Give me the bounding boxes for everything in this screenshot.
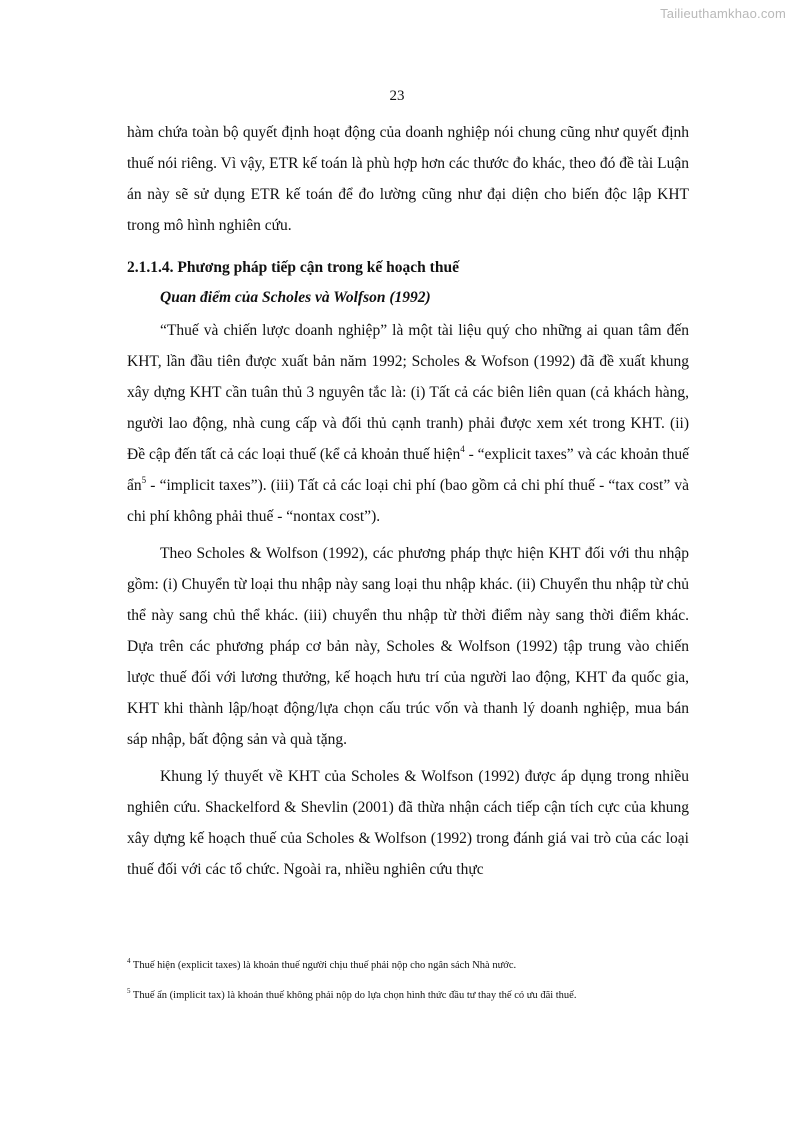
paragraph-text: - “implicit taxes”). (iii) Tất cả các loại chi phí (bao gồm cả chi phí thuế - “tax cost” và chi phí không phải thuế - “nontax cost”). xyxy=(127,477,689,525)
paragraph-text: - “explicit taxes” và các khoản thuế ẩn xyxy=(127,446,689,494)
footnote-4 xyxy=(127,958,689,974)
footnote-ref-4[interactable]: 4 xyxy=(460,443,465,454)
footnote-text: Thuế ẩn (implicit tax) là khoản thuế không phải nộp do lựa chọn hình thức đầu tư thay thế có ưu đãi thuế. xyxy=(130,990,577,1001)
section-heading: 2.1.1.4. Phương pháp tiếp cận trong kế hoạch thuế xyxy=(127,259,459,276)
paragraph-intro: hàm chứa toàn bộ quyết định hoạt động của doanh nghiệp nói chung cũng như quyết định thuế nói riêng. Vì vậy, ETR kế toán là phù hợp hơn các thước đo khác, theo đó đề tài Luận án này sẽ sử dụng ETR kế toán để đo lường cũng như đại diện cho biến độc lập KHT trong mô hình nghiên cứu. xyxy=(127,124,689,234)
footnote-text: Thuế hiện (explicit taxes) là khoản thuế người chịu thuế phải nộp cho ngân sách Nhà nước. xyxy=(130,960,517,971)
paragraph-text: “Thuế và chiến lược doanh nghiệp” là một tài liệu quý cho những ai quan tâm đến KHT, lần đầu tiên được xuất bản năm 1992; Scholes & Wofson (1992) đã đề xuất khung xây dựng KHT cần tuân thủ 3 nguyên tắc là: (i) Tất cả các biên liên quan (cả khách hàng, người lao động, nhà cung cấp và đối thủ cạnh tranh) phải được xem xét trong KHT. (ii) Đề cập đến tất cả các loại thuế (kể cả khoản thuế hiện xyxy=(127,322,689,463)
paragraph-principles xyxy=(127,315,689,532)
footnote-mark: 4 xyxy=(127,956,131,965)
footnotes xyxy=(127,958,689,1018)
watermark: Tailieuthamkhao.com xyxy=(660,6,786,21)
section-subheading: Quan điểm của Scholes và Wolfson (1992) xyxy=(160,289,431,306)
page-number: 23 xyxy=(389,88,405,104)
document-body xyxy=(127,117,689,885)
footnote-mark: 5 xyxy=(127,986,131,995)
footnote-ref-5[interactable]: 5 xyxy=(141,474,147,485)
footnote-5 xyxy=(127,988,689,1004)
paragraph-methods: Theo Scholes & Wolfson (1992), các phương pháp thực hiện KHT đối với thu nhập gồm: (i) Chuyển từ loại thu nhập này sang loại thu nhập khác. (ii) Chuyển thu nhập từ chủ thể này sang chủ thể khác. (iii) chuyển thu nhập từ thời điểm này sang thời điểm khác. Dựa trên các phương pháp cơ bản này, Scholes & Wolfson (1992) tập trung vào chiến lược thuế đối với lương thưởng, kế hoạch hưu trí của người lao động, KHT đa quốc gia, KHT khi thành lập/hoạt động/lựa chọn cấu trúc vốn và thanh lý doanh nghiệp, mua bán sáp nhập, bất động sản và quà tặng. xyxy=(127,545,689,748)
paragraph-framework: Khung lý thuyết về KHT của Scholes & Wolfson (1992) được áp dụng trong nhiều nghiên cứu. Shackelford & Shevlin (2001) đã thừa nhận cách tiếp cận tích cực của khung xây dựng kế hoạch thuế của Scholes & Wolfson (1992) trong đánh giá vai trò của các loại thuế đối với các tổ chức. Ngoài ra, nhiều nghiên cứu thực xyxy=(127,768,689,878)
